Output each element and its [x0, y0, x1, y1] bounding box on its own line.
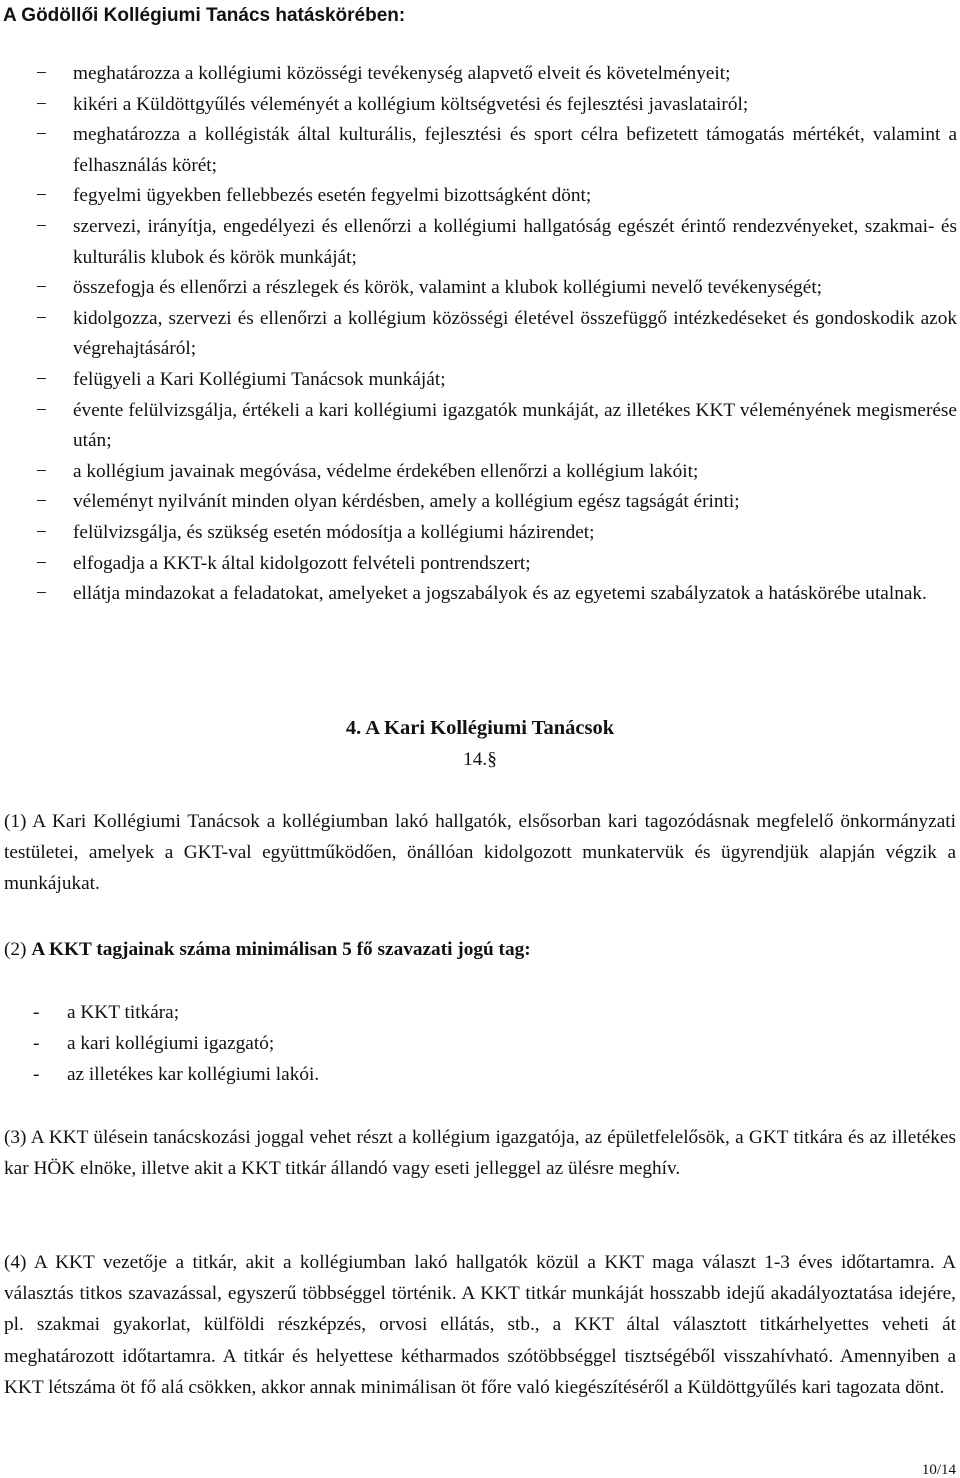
list-item-text: felülvizsgálja, és szükség esetén módosítja a kollégiumi házirendet;	[73, 521, 595, 543]
dash-bullet: −	[36, 552, 47, 574]
list-item	[0, 212, 960, 273]
list-item-text: kikéri a Küldöttgyűlés véleményét a kollégium költségvetési és fejlesztési javaslatairól;	[73, 93, 749, 115]
paragraph-2	[4, 934, 956, 965]
list-item	[0, 1059, 960, 1090]
list-item-text: a kollégium javainak megóvása, védelme érdekében ellenőrzi a kollégium lakóit;	[73, 460, 699, 482]
list-item	[0, 181, 960, 212]
duties-list	[0, 59, 960, 610]
list-item	[0, 997, 960, 1028]
list-item	[0, 1028, 960, 1059]
dash-bullet: −	[36, 185, 47, 207]
paragraph-1: (1) A Kari Kollégiumi Tanácsok a kollégiumban lakó hallgatók, elsősorban kari tagozódásnak megfelelő önkormányzati testületei, amelyek a GKT-val együttműködően, önállóan kidolgozott munkatervük és ügyrendjük alapján végzik a munkájukat.	[4, 811, 956, 895]
dash-bullet: −	[36, 63, 47, 84]
page-number: 10/14	[921, 1462, 956, 1478]
dash-bullet: −	[36, 399, 47, 421]
paragraph-4: (4) A KKT vezetője a titkár, akit a kollégiumban lakó hallgatók közül a KKT maga választ 1-3 éves időtartamra. A választás titkos szavazással, egyszerű többséggel történik. A KKT titkár munkáját hosszabb idejű akadályoztatása idejére, pl. szakmai gyakorlat, külföldi részképzés, orvosi ellátás, stb., a KKT által választott titkárhelyettes veheti át meghatározott időtartamra. A titkár és helyettese kétharmados szótöbbséggel tisztségéből visszahívható. Amennyiben a KKT létszáma öt fő alá csökken, akkor annak minimálisan öt főre való kiegészítéséről a Küldöttgyűlés kari tagozata dönt.	[4, 1252, 956, 1398]
list-item-text: véleményt nyilvánít minden olyan kérdésben, amely a kollégium egész tagságát érinti;	[73, 491, 740, 513]
dash-bullet: −	[36, 307, 47, 329]
section-title: 4. A Kari Kollégiumi Tanácsok	[345, 717, 615, 739]
dash-bullet: −	[36, 93, 47, 115]
list-item-text: kidolgozza, szervezi és ellenőrzi a kollégium közösségi életével összefüggő intézkedéseket és gondoskodik azok végrehajtásáról;	[73, 307, 957, 360]
list-item	[0, 304, 960, 365]
list-item	[0, 487, 960, 518]
list-item-text: szervezi, irányítja, engedélyezi és ellenőrzi a kollégiumi hallgatóság egészét érintő rendezvényeket, szakmai- és kulturális klubok és körök munkáját;	[73, 215, 957, 268]
list-item	[0, 579, 960, 610]
dash-bullet: −	[36, 583, 47, 605]
member-list	[0, 997, 960, 1090]
dash-bullet: −	[36, 124, 47, 146]
list-item-text: a KKT titkára;	[67, 1002, 180, 1023]
list-item-text: összefogja és ellenőrzi a részlegek és körök, valamint a klubok kollégiumi nevelő tevékenységét;	[73, 277, 823, 299]
list-item	[0, 365, 960, 396]
dash-bullet: −	[36, 521, 47, 543]
list-item-text: fegyelmi ügyekben fellebbezés esetén fegyelmi bizottságként dönt;	[73, 185, 592, 207]
paragraph-3: (3) A KKT ülésein tanácskozási joggal vehet részt a kollégium igazgatója, az épületfelelősök, a GKT titkára és az illetékes kar HÖK elnöke, illetve akit a KKT titkár állandó vagy eseti jelleggel az ülésre meghív.	[4, 1127, 956, 1180]
dash-bullet: −	[36, 215, 47, 237]
list-item	[0, 549, 960, 580]
list-item	[0, 396, 960, 457]
paragraph-2-prefix: (2)	[4, 939, 32, 960]
list-item-text: meghatározza a kollégiumi közösségi tevékenység alapvető elveit és követelményeit;	[73, 63, 731, 84]
dash-bullet: −	[36, 277, 47, 299]
hyphen-bullet: -	[33, 1064, 40, 1085]
list-item-text: az illetékes kar kollégiumi lakói.	[67, 1064, 320, 1085]
list-item-text: meghatározza a kollégisták által kulturális, fejlesztési és sport célra befizetett támogatás mértékét, valamint a felhasználás körét;	[73, 124, 957, 176]
section-heading: A Gödöllői Kollégiumi Tanács hatáskörében:	[3, 5, 406, 26]
list-item-text: felügyeli a Kari Kollégiumi Tanácsok munkáját;	[73, 368, 446, 390]
list-item	[0, 518, 960, 549]
list-item-text: a kari kollégiumi igazgató;	[67, 1033, 275, 1054]
list-item	[0, 59, 960, 90]
list-item	[0, 120, 960, 181]
list-item-text: ellátja mindazokat a feladatokat, amelyeket a jogszabályok és az egyetemi szabályzatok a hatáskörébe utalnak.	[73, 583, 927, 605]
paragraph-2-bold-text: A KKT tagjainak száma minimálisan 5 fő szavazati jogú tag:	[31, 939, 531, 960]
list-item	[0, 273, 960, 304]
list-item-text: elfogadja a KKT-k által kidolgozott felvételi pontrendszert;	[73, 552, 531, 574]
dash-bullet: −	[36, 491, 47, 513]
hyphen-bullet: -	[33, 1002, 40, 1023]
hyphen-bullet: -	[33, 1033, 40, 1054]
dash-bullet: −	[36, 460, 47, 482]
dash-bullet: −	[36, 368, 47, 390]
paragraph-number: 14.§	[463, 749, 497, 770]
list-item	[0, 90, 960, 121]
list-item	[0, 457, 960, 488]
list-item-text: évente felülvizsgálja, értékeli a kari kollégiumi igazgatók munkáját, az illetékes KKT véleményének megismerése után;	[73, 399, 957, 452]
